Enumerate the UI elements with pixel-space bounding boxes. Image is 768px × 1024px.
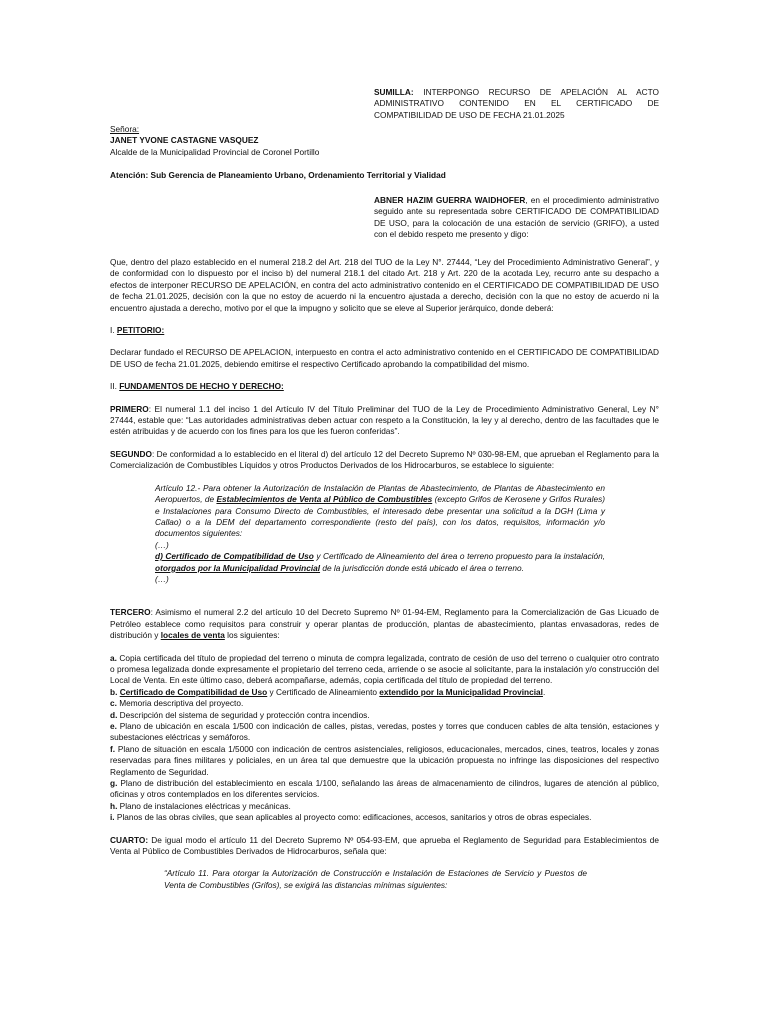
list-item-label: b. (110, 686, 118, 697)
segundo-paragraph (110, 449, 659, 472)
salutation: Señora: (110, 124, 140, 134)
sumilla-block (374, 87, 659, 121)
quote1-paragraph (155, 483, 605, 540)
section2-number: II. (110, 381, 120, 392)
section1-number: I. (110, 325, 117, 336)
list-item-label: f. (110, 743, 116, 754)
list-item-label: h. (110, 800, 118, 811)
quote1-d-c: otorgados por la Municipalidad Provincial (155, 562, 321, 573)
quote1-d-b: y Certificado de Alineamiento del área o terreno propuesto para la instalación, (313, 551, 605, 562)
list-item-text: Copia certificada del título de propiedad del terreno o minuta de compra legalizada, contrato de cesión de uso del terreno o cualquier otro contrato o promesa legalizada donde expresamente el propietario del terreno ceda, arriende o se asocie al solicitante, para la instalación y/o construcción del Local de Venta. En este último caso, deberá acompañarse, además, copia certificada del título de propiedad del terreno. (110, 652, 659, 686)
list-item-text: Plano de ubicación en escala 1/500 con indicación de calles, pistas, veredas, postes y torres que conducen cables de alta tensión, estaciones y subestaciones eléctricas y semáforos. (110, 721, 659, 743)
main-body (110, 257, 659, 891)
petitioner-text: , en el procedimiento administrativo seguido ante su representada sobre CERTIFICADO DE COMPATIBILIDAD DE USO, para la colocación de una estación de servicio (GRIFO), a usted con el debido respeto me presento y digo: (374, 195, 659, 240)
cuarto-label: CUARTO: (110, 834, 149, 845)
quote-article-11 (164, 868, 587, 891)
quote1-text-c: (excepto Grifos de Kerosene y Grifos Rurales) e Instalaciones para Consumo Directo de Combustibles, el interesado debe presentar una solicitud a la DGH (Lima y Callao) o a la DEM del departamento correspondiente (resto del país), con los datos, requisitos, información y/o documentos siguientes: (155, 494, 606, 539)
tercero-text-b: locales de venta (160, 630, 225, 641)
list-item-text: . (542, 686, 546, 697)
primero-label: PRIMERO (110, 403, 149, 414)
list-item-text: Descripción del sistema de seguridad y protección contra incendios. (117, 709, 370, 720)
section2-heading (110, 381, 659, 392)
segundo-label: SEGUNDO (110, 448, 152, 459)
tercero-label: TERCERO (110, 607, 151, 618)
list-item-label: g. (110, 778, 118, 789)
quote1-text-b: Establecimientos de Venta al Público de Combustibles (216, 494, 433, 505)
list-item (110, 744, 659, 778)
quote-article-12 (155, 483, 605, 586)
section1-title: PETITORIO: (116, 325, 165, 336)
quote1-d-a: d) Certificado de Compatibilidad de Uso (155, 551, 314, 562)
tercero-text-a: : Asimismo el numeral 2.2 del artículo 10 del Decreto Supremo Nº 01-94-EM, Reglamento para la Comercialización de Gas Licuado de Petróleo establece como requisitos para construir y operar plantas de producción, plantas de abastecimiento, plantas envasadoras, redes de distribución y (110, 607, 659, 641)
petitioner-block (374, 195, 659, 241)
quote1-ellipsis-1: (…) (155, 539, 169, 550)
list-item-text: Memoria descriptiva del proyecto. (116, 698, 244, 709)
list-item-label: i. (110, 812, 115, 823)
list-item-label: a. (110, 652, 117, 663)
list-item (110, 801, 659, 812)
list-item (110, 653, 659, 687)
section1-heading (110, 325, 659, 336)
requirements-list (110, 653, 659, 824)
list-item (110, 778, 659, 801)
list-item-text: Planos de las obras civiles, que sean aplicables al proyecto como: edificaciones, accesos, sanitarios y otros de obras especiales. (114, 812, 592, 823)
list-item (110, 687, 659, 698)
quote2-text: “Artículo 11. Para otorgar la Autorización de Construcción e Instalación de Estaciones de Servicio y Puestos de Venta de Combustibles (Grifos), se exigirá las distancias mínimas siguientes: (164, 868, 587, 890)
segundo-text: : De conformidad a lo establecido en el literal d) del artículo 12 del Decreto Supremo Nº 030-98-EM, que aprueban el Reglamento para la Comercialización de Combustibles Líquidos y otros Productos Derivados de los Hidrocarburos, se establece lo siguiente: (110, 448, 659, 471)
primero-text: : El numeral 1.1 del inciso 1 del Artículo IV del Título Preliminar del TUO de la Ley de Procedimiento Administrativo General, Ley N° 27444, estable que: “Las autoridades administrativas deben actuar con respeto a la Constitución, la ley y al derecho, dentro de las facultades que le estén atribuidas y de acuerdo con los fines para los que les fueron conferidas”. (110, 403, 659, 437)
list-item-label: c. (110, 698, 117, 709)
section1-text: Declarar fundado el RECURSO DE APELACION, interpuesto en contra el acto administrativo contenido en el CERTIFICADO DE COMPATIBILIDAD DE USO de fecha 21.01.2025, debiendo emitirse el respectivo Certificado aprobando la compatibilidad del mismo. (110, 347, 659, 369)
list-item-label: e. (110, 721, 117, 731)
list-item-text: y Certificado de Alineamiento (267, 686, 380, 697)
attention-line: Atención: Sub Gerencia de Planeamiento Urbano, Ordenamiento Territorial y Vialidad (110, 170, 446, 180)
list-item-text: Plano de situación en escala 1/5000 con indicación de centros asistenciales, religiosos, educacionales, mercados, cines, teatros, locales y zonas reservadas para fines militares y policiales, en un área tal que demuestre que la ubicación propuesta no infringe las disposiciones del respectivo Reglamento de Seguridad. (110, 743, 659, 777)
list-item-text: Certificado de Compatibilidad de Uso (119, 686, 268, 697)
primero-paragraph (110, 404, 659, 438)
list-item (110, 698, 659, 709)
sumilla-label: SUMILLA: (374, 87, 414, 97)
list-item (110, 812, 659, 823)
list-item (110, 721, 659, 744)
quote1-item-d (155, 551, 605, 574)
address-block (110, 124, 510, 158)
list-item-label: d. (110, 709, 118, 720)
intro-paragraph: Que, dentro del plazo establecido en el numeral 218.2 del Art. 218 del TUO de la Ley N°. 27444, “Ley del Procedimiento Administrativo General”, y de conformidad con lo dispuesto por el inciso b) del numeral 218.1 del citado Art. 218 y Art. 220 de la acotada Ley, recurro ante su despacho a efectos de interponer RECURSO DE APELACIÓN, en contra del acto administrativo contenido en el CERTIFICADO DE COMPATIBILIDAD DE USO de fecha 21.01.2025, decisión con la que no estoy de acuerdo ni la encuentro ajustada a derecho, decisión con la que no estoy de acuerdo ni la encuentro ajustada a derecho, motivo por el que la impugno y solicito que se eleve al Superior jerárquico, donde deberá: (110, 257, 659, 313)
list-item-text: Plano de distribución del establecimiento en escala 1/100, señalando las áreas de almacenamiento de cilindros, lugares de atención al público, oficinas y otros contemplados en los diferentes servicios. (110, 778, 659, 800)
quote1-text-a: Artículo 12.- Para obtener la Autorización de Instalación de Plantas de Abastecimiento, de Plantas de Abastecimiento en Aeropuertos, de (155, 482, 605, 505)
petitioner-name: ABNER HAZIM GUERRA WAIDHOFER (374, 195, 526, 205)
tercero-text-c: los siguientes: (224, 630, 280, 641)
list-item-text: extendido por la Municipalidad Provincial (379, 686, 543, 697)
list-item-text: Plano de instalaciones eléctricas y mecánicas. (117, 800, 291, 811)
recipient-position: Alcalde de la Municipalidad Provincial de Coronel Portillo (110, 146, 320, 157)
cuarto-text: De igual modo el artículo 11 del Decreto Supremo Nº 054-93-EM, que aprueba el Reglamento de Seguridad para Establecimientos de Venta al Público de Combustibles Derivados de Hidrocarburos, señala que: (110, 834, 659, 857)
section2-title: FUNDAMENTOS DE HECHO Y DERECHO: (119, 381, 284, 392)
list-item (110, 710, 659, 721)
quote1-d-d: de la jurisdicción donde está ubicado el área o terreno. (320, 562, 524, 573)
sumilla-text: INTERPONGO RECURSO DE APELACIÓN AL ACTO ADMINISTRATIVO CONTENIDO EN EL CERTIFICADO DE COMPATIBILIDAD DE USO DE FECHA 21.01.2025 (374, 87, 659, 120)
cuarto-paragraph (110, 835, 659, 858)
quote1-ellipsis-2: (…) (155, 573, 169, 584)
tercero-paragraph (110, 607, 659, 641)
recipient-name: JANET YVONE CASTAGNE VASQUEZ (110, 135, 259, 146)
